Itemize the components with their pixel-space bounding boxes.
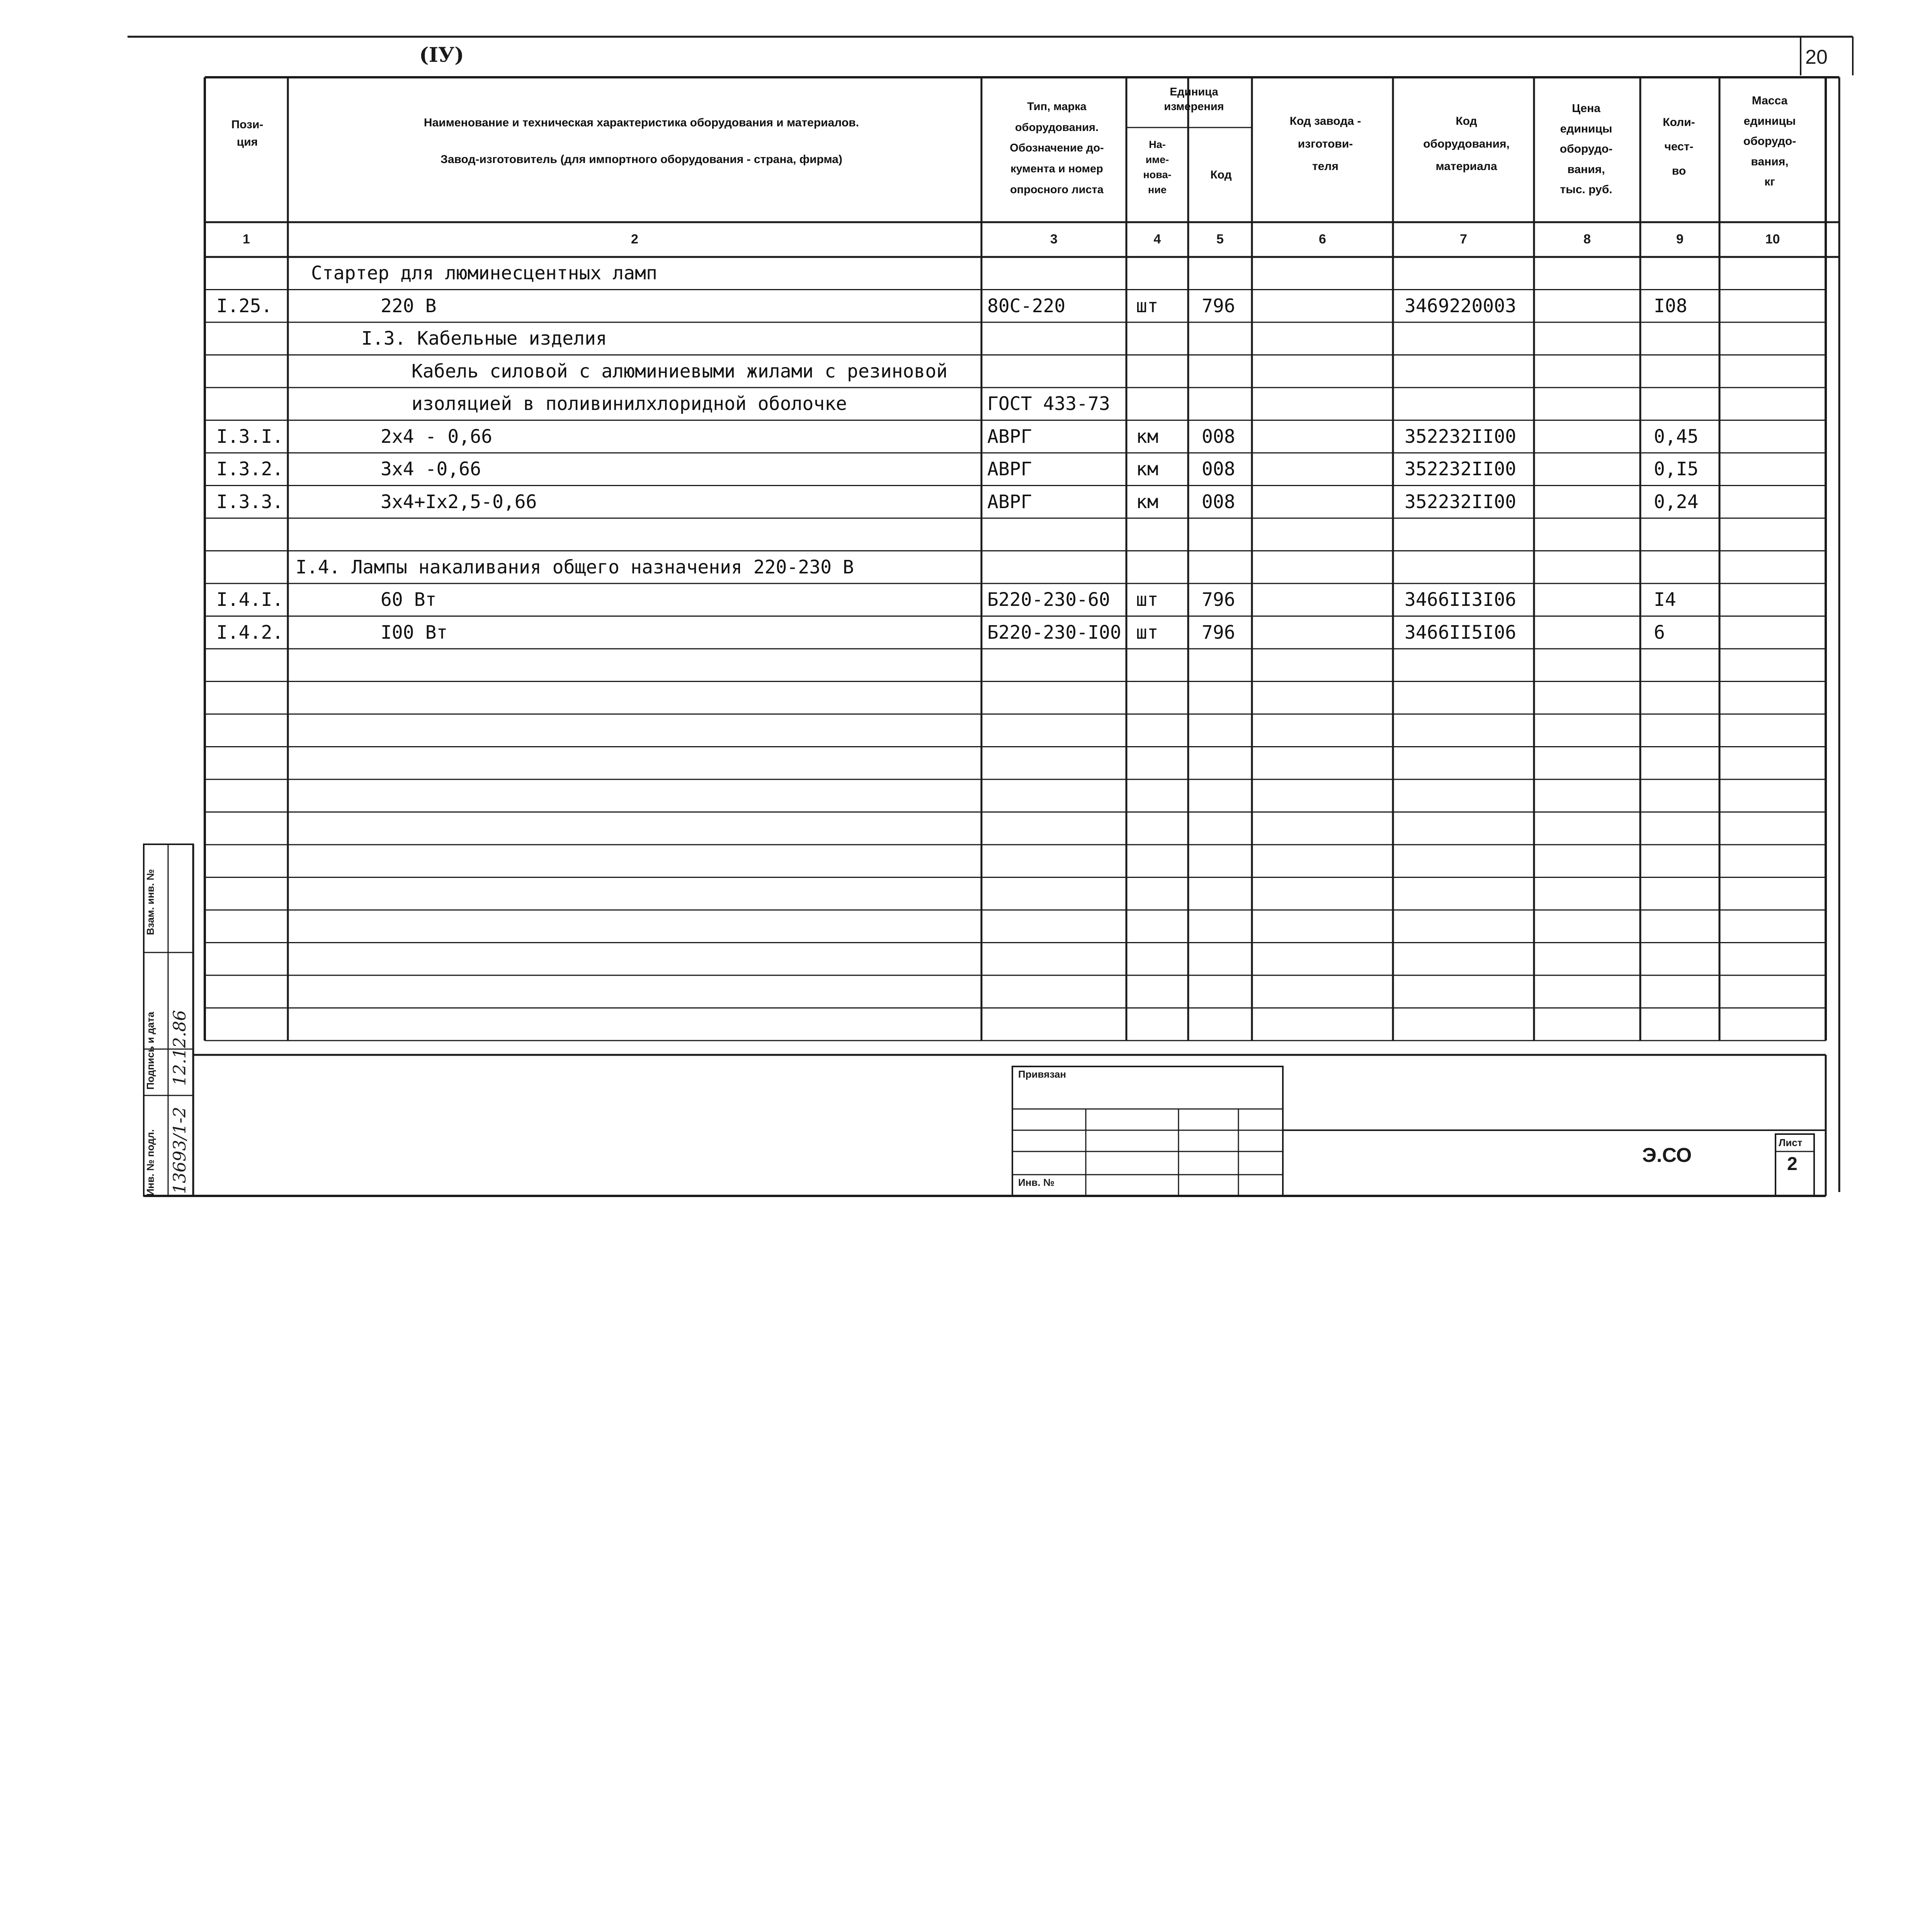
cell-type: АВРГ [987, 491, 1032, 513]
column-number-10: 10 [1765, 232, 1780, 247]
cell-name: Стартер для люминесцентных ламп [311, 262, 657, 284]
column-number-1: 1 [243, 232, 250, 247]
page-number: 20 [1805, 46, 1828, 68]
cell-position: I.25. [216, 295, 272, 317]
header-quantity: Коли- чест- во [1663, 116, 1695, 177]
column-number-9: 9 [1676, 232, 1684, 247]
header-equipment-code: Код оборудования, материала [1423, 115, 1510, 173]
cell-name: изоляцией в поливинилхлоридной оболочке [412, 393, 847, 415]
stamp-handwritten-number: 13693/1-2 [170, 1107, 190, 1194]
sheet-number: 2 [1787, 1154, 1798, 1174]
cell-quantity: 0,45 [1654, 425, 1699, 447]
table-row [0, 518, 1932, 551]
cell-unit: км [1136, 425, 1158, 447]
cell-name: I.3. Кабельные изделия [361, 328, 607, 349]
cell-unit-code: 796 [1202, 589, 1235, 611]
header-name-line2: Завод-изготовитель (для импортного оборудования - страна, фирма) [440, 153, 842, 166]
cell-unit: км [1136, 491, 1158, 513]
table-row [0, 355, 1932, 388]
cell-name: I00 Вт [381, 621, 448, 643]
cell-quantity: 0,I5 [1654, 458, 1699, 480]
header-mass: Масса единицы оборудо- вания, кг [1743, 94, 1796, 188]
cell-equipment-code: 3466II5I06 [1405, 621, 1516, 643]
cell-type: АВРГ [987, 458, 1032, 480]
cell-unit: км [1136, 458, 1158, 480]
header-unit-group: Единица измерения [1164, 86, 1224, 113]
header-type: Тип, марка оборудования. Обозначение до- кумента и номер опросного листа [1010, 100, 1104, 196]
cell-name: Кабель силовой с алюминиевыми жилами с резиновой [412, 360, 948, 382]
top-label: (IУ) [419, 43, 464, 67]
header-unit-name: На- име- нова- ние [1143, 139, 1172, 196]
column-number-3: 3 [1050, 232, 1058, 247]
cell-name: 220 В [381, 295, 437, 317]
cell-unit-code: 008 [1202, 458, 1235, 480]
cell-quantity: 0,24 [1654, 491, 1699, 513]
header-position: Пози- ция [231, 118, 264, 148]
privyazan-label: Привязан [1018, 1068, 1066, 1080]
table-row [0, 453, 1932, 486]
cell-unit-code: 796 [1202, 621, 1235, 643]
cell-equipment-code: 3469220003 [1405, 295, 1516, 317]
cell-unit-code: 796 [1202, 295, 1235, 317]
cell-quantity: 6 [1654, 621, 1665, 643]
table-row [0, 290, 1932, 323]
cell-unit-code: 008 [1202, 491, 1235, 513]
column-number-6: 6 [1319, 232, 1326, 247]
header-name-line1: Наименование и техническая характеристика оборудования и материалов. [423, 116, 859, 129]
cell-quantity: I4 [1654, 589, 1676, 611]
cell-quantity: I08 [1654, 295, 1687, 317]
cell-type: ГОСТ 433-73 [987, 393, 1110, 415]
table-row [0, 551, 1932, 584]
stamp-label-replacement: Взам. инв. № [145, 869, 156, 935]
cell-equipment-code: 352232II00 [1405, 425, 1516, 447]
column-number-5: 5 [1216, 232, 1224, 247]
table-row [0, 616, 1932, 649]
stamp-label-signature: Подпись и дата [145, 1012, 156, 1090]
table-row [0, 322, 1932, 355]
cell-type: АВРГ [987, 425, 1032, 447]
column-number-7: 7 [1460, 232, 1467, 247]
cell-type: Б220-230-60 [987, 589, 1110, 611]
cell-name: 3х4+Iх2,5-0,66 [381, 491, 537, 513]
cell-position: I.3.3. [216, 491, 284, 513]
cell-unit: шт [1136, 295, 1158, 317]
sheet-label: Лист [1779, 1137, 1803, 1148]
cell-unit: шт [1136, 621, 1158, 643]
cell-name: I.4. Лампы накаливания общего назначения 220-230 В [296, 556, 854, 578]
column-number-8: 8 [1583, 232, 1591, 247]
cell-name: 3х4 -0,66 [381, 458, 481, 480]
table-row [0, 486, 1932, 519]
header-unit-code: Код [1210, 168, 1232, 181]
cell-equipment-code: 352232II00 [1405, 458, 1516, 480]
cell-name: 60 Вт [381, 589, 437, 611]
cell-unit: шт [1136, 589, 1158, 611]
table-row [0, 388, 1932, 420]
column-number-2: 2 [631, 232, 638, 247]
inventory-label: Инв. № [1018, 1177, 1054, 1188]
cell-position: I.4.I. [216, 589, 284, 611]
cell-equipment-code: 352232II00 [1405, 491, 1516, 513]
table-row [0, 257, 1932, 290]
cell-position: I.3.I. [216, 425, 284, 447]
table-row [0, 420, 1932, 453]
stamp-handwritten-date: 12.12.86 [170, 1010, 190, 1086]
table-row [0, 583, 1932, 616]
header-supplier-code: Код завода - изготови- теля [1289, 115, 1361, 173]
cell-unit-code: 008 [1202, 425, 1235, 447]
cell-equipment-code: 3466II3I06 [1405, 589, 1516, 611]
column-number-4: 4 [1153, 232, 1161, 247]
header-price: Цена единицы оборудо- вания, тыс. руб. [1560, 102, 1613, 196]
cell-name: 2х4 - 0,66 [381, 425, 492, 447]
stamp-label-inv-no: Инв. № подл. [145, 1129, 156, 1196]
cell-position: I.4.2. [216, 621, 284, 643]
cell-position: I.3.2. [216, 458, 284, 480]
cell-type: Б220-230-I00 [987, 621, 1121, 643]
cell-type: 80С-220 [987, 295, 1066, 317]
document-code: Э.СО [1642, 1144, 1692, 1167]
